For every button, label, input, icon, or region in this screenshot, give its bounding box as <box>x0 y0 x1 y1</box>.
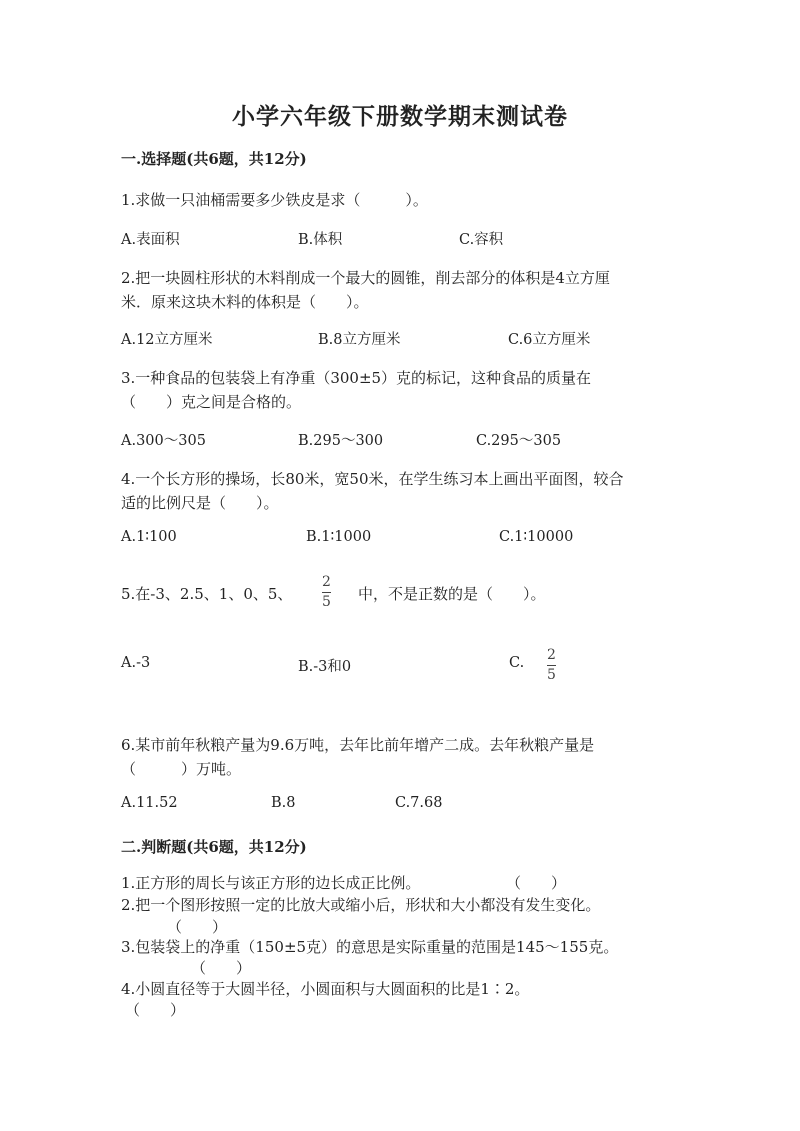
q5-option-c-fraction <box>547 648 556 683</box>
q2-option-a: A.12立方厘米 <box>121 332 213 348</box>
question-6-line-2: （ ）万吨。 <box>121 760 242 778</box>
q1-option-a: A.表面积 <box>121 232 180 248</box>
q5-option-b: B.-3和0 <box>298 659 352 675</box>
question-2-line-2: 米．原来这块木料的体积是（ ）。 <box>121 293 369 311</box>
fraction-bar <box>322 592 331 593</box>
question-2 <box>121 266 681 314</box>
question-6 <box>121 733 681 781</box>
judgement-3: 3.包装袋上的净重（150±5克）的意思是实际重量的范围是145～155克。 <box>121 938 619 956</box>
section-heading-choice: 一.选择题(共6题，共12分) <box>121 150 307 168</box>
fraction-denominator: 5 <box>322 594 331 610</box>
q4-option-c: C.1∶10000 <box>499 529 574 545</box>
q1-option-b: B.体积 <box>298 232 343 248</box>
fraction-numerator: 2 <box>322 574 331 590</box>
section-heading-judgement: 二.判断题(共6题，共12分) <box>121 838 307 856</box>
q5-fraction <box>322 575 331 610</box>
q6-option-c: C.7.68 <box>395 795 443 811</box>
judgement-4-answer-blank: （ ） <box>125 1001 186 1019</box>
q3-option-a: A.300～305 <box>121 433 206 449</box>
fraction-bar <box>547 665 556 666</box>
judgement-4: 4.小圆直径等于大圆半径，小圆面积与大圆面积的比是1∶2。 <box>121 980 530 998</box>
judgement-2-answer-blank: （ ） <box>167 918 228 936</box>
question-5-suffix: 中，不是正数的是（ ）。 <box>358 585 546 603</box>
question-4-line-1: 4.一个长方形的操场，长80米，宽50米，在学生练习本上画出平面图，较合 <box>121 470 624 488</box>
judgement-2: 2.把一个图形按照一定的比放大或缩小后，形状和大小都没有发生变化。 <box>121 896 601 914</box>
q1-option-c: C.容积 <box>459 232 504 248</box>
q2-option-b: B.8立方厘米 <box>318 332 401 348</box>
q6-option-b: B.8 <box>271 795 296 811</box>
question-3-line-1: 3.一种食品的包装袋上有净重（300±5）克的标记，这种食品的质量在 <box>121 369 592 387</box>
question-3-line-2: （ ）克之间是合格的。 <box>121 393 302 411</box>
question-4 <box>121 467 681 515</box>
question-1: 1.求做一只油桶需要多少铁皮是求（ ）。 <box>121 191 428 209</box>
q3-option-b: B.295～300 <box>298 433 384 449</box>
q4-option-a: A.1∶100 <box>121 529 177 545</box>
q2-option-c: C.6立方厘米 <box>508 332 591 348</box>
question-2-line-1: 2.把一块圆柱形状的木料削成一个最大的圆锥，削去部分的体积是4立方厘 <box>121 269 610 287</box>
q3-option-c: C.295～305 <box>476 433 562 449</box>
page-title: 小学六年级下册数学期末测试卷 <box>232 103 568 130</box>
q6-option-a: A.11.52 <box>121 795 178 811</box>
fraction-numerator: 2 <box>547 647 556 663</box>
judgement-1: 1.正方形的周长与该正方形的边长成正比例。 <box>121 874 421 892</box>
q5-option-c: C. <box>509 655 525 671</box>
judgement-3-answer-blank: （ ） <box>191 959 252 977</box>
question-6-line-1: 6.某市前年秋粮产量为9.6万吨，去年比前年增产二成。去年秋粮产量是 <box>121 736 595 754</box>
question-4-line-2: 适的比例尺是（ ）。 <box>121 494 279 512</box>
q4-option-b: B.1∶1000 <box>306 529 372 545</box>
question-3 <box>121 366 681 414</box>
question-5-prefix: 5.在-3、2.5、1、0、5、 <box>121 585 293 603</box>
q5-option-a: A.-3 <box>121 655 151 671</box>
judgement-1-answer-blank: （ ） <box>506 874 567 892</box>
fraction-denominator: 5 <box>547 667 556 683</box>
